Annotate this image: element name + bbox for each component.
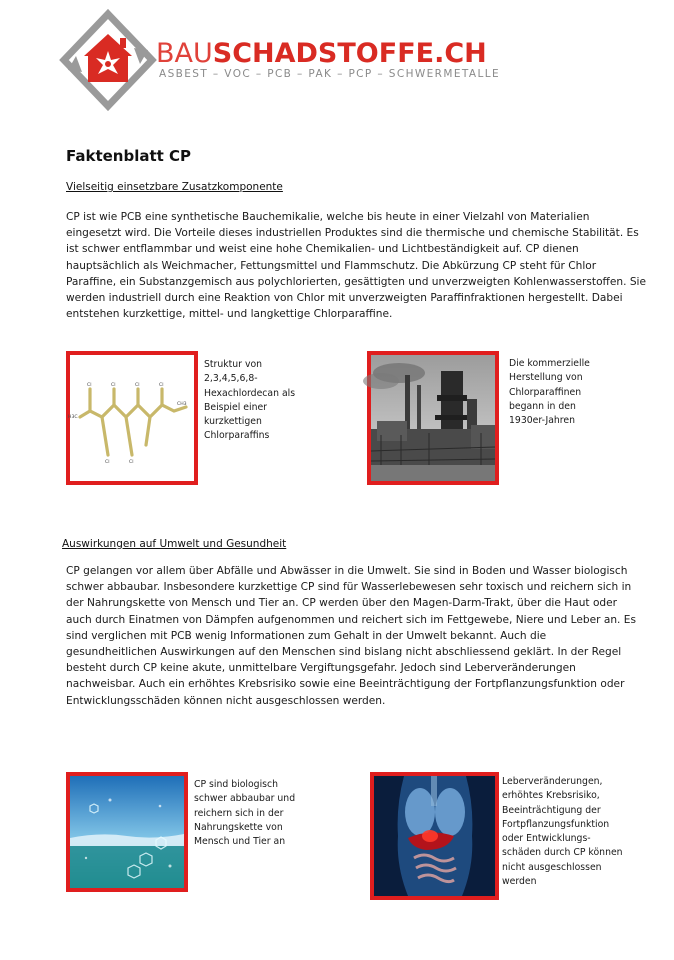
section1-heading: Vielseitig einsetzbare Zusatzkomponente — [66, 181, 283, 193]
label-cl: Cl — [129, 460, 134, 465]
water-environment-illustration — [70, 776, 184, 888]
label-cl: Cl — [111, 383, 116, 388]
factory-illustration — [371, 355, 495, 481]
figure1-caption: Struktur von 2,3,4,5,6,8-Hexachlordecan als Beispiel einer kurzkettigen Chlorparaffins — [204, 359, 296, 442]
label-cl: Cl — [159, 383, 164, 388]
human-organs-illustration — [374, 776, 495, 896]
section1-paragraph: CP ist wie PCB eine synthetische Bauchemikalie, welche bis heute in einer Vielzahl von Materialien eingesetzt wird. Die Vorteile dieses industriellen Produktes sind die thermische und chemische Stabilität. Es ist schwer entflammbar und weist eine hohe Chemikalien- und Lichtbeständigkeit auf. CP dienen hauptsächlich als Weichmacher, Fettungsmittel und Flammschutz. Die Abkürzung CP steht für Chlor Paraffine, ein Substanzgemisch aus polychlorierten, gesättigten und unverzweigten Kohlenwasserstoffen. Sie werden industriell durch eine Reaktion von Chlor mit unverzweigten Paraffinfraktionen hergestellt. Dabei entstehen kurzkettige, mittel- und langkettige Chlorparaffine. — [66, 211, 647, 321]
figure-anatomy-image — [370, 772, 499, 900]
figure4-caption: Leberveränderungen, erhöhtes Krebsrisiko, Beeinträchtigung der Fortpflanzungsfunktion oder Entwicklungs-schäden durch CP können nicht ausgeschlossen werden — [502, 776, 623, 888]
brand-part1: BAU — [156, 38, 213, 69]
label-h3c: H3C — [68, 415, 78, 420]
label-cl: Cl — [87, 383, 92, 388]
figure-environment-image — [66, 772, 188, 892]
brand-part2: SCHADSTOFFE.CH — [212, 38, 487, 69]
figure2-caption: Die kommerzielle Herstellung von Chlorparaffinen begann in den 1930er-Jahren — [509, 358, 590, 427]
hexachlordecan-structure-diagram — [70, 355, 194, 481]
figure-factory-photo — [367, 351, 499, 485]
logo-house-icon — [62, 12, 154, 108]
brand-name — [156, 38, 487, 69]
page-title: Faktenblatt CP — [66, 147, 192, 165]
brand-tagline: ASBEST – VOC – PCB – PAK – PCP – SCHWERMETALLE — [159, 68, 500, 80]
label-ch3: CH3 — [177, 402, 187, 407]
figure-chemical-structure — [66, 351, 198, 485]
label-cl: Cl — [105, 460, 110, 465]
section2-heading: Auswirkungen auf Umwelt und Gesundheit — [62, 538, 287, 550]
section2-paragraph: CP gelangen vor allem über Abfälle und Abwässer in die Umwelt. Sie sind in Boden und Wasser biologisch schwer abbaubar. Insbesondere kurzkettige CP sind für Wasserlebewesen sehr toxisch und reichern sich in der Nahrungskette von Mensch und Tier an. CP werden über den Magen-Darm-Trakt, über die Haut oder auch durch Einatmen von Dämpfen aufgenommen und reichert sich im Fettgewebe, Niere und Leber an. Es sind verglichen mit PCB wenig Informationen zum Gehalt in der Umwelt bekannt. Auch die gesundheitlichen Auswirkungen auf den Menschen sind bislang nicht abschliessend geklärt. In der Regel besteht durch CP keine akute, unmittelbare Vergiftungsgefahr. Jedoch sind Leberveränderungen nachweisbar. Auch ein erhöhtes Krebsrisiko sowie eine Beeinträchtigung der Fortpflanzungsfunktion oder Entwicklungsschäden können nicht ausgeschlossen werden. — [66, 565, 637, 707]
label-cl: Cl — [135, 383, 140, 388]
figure3-caption: CP sind biologisch schwer abbaubar und reichern sich in der Nahrungskette von Mensch und Tier an — [194, 779, 296, 848]
